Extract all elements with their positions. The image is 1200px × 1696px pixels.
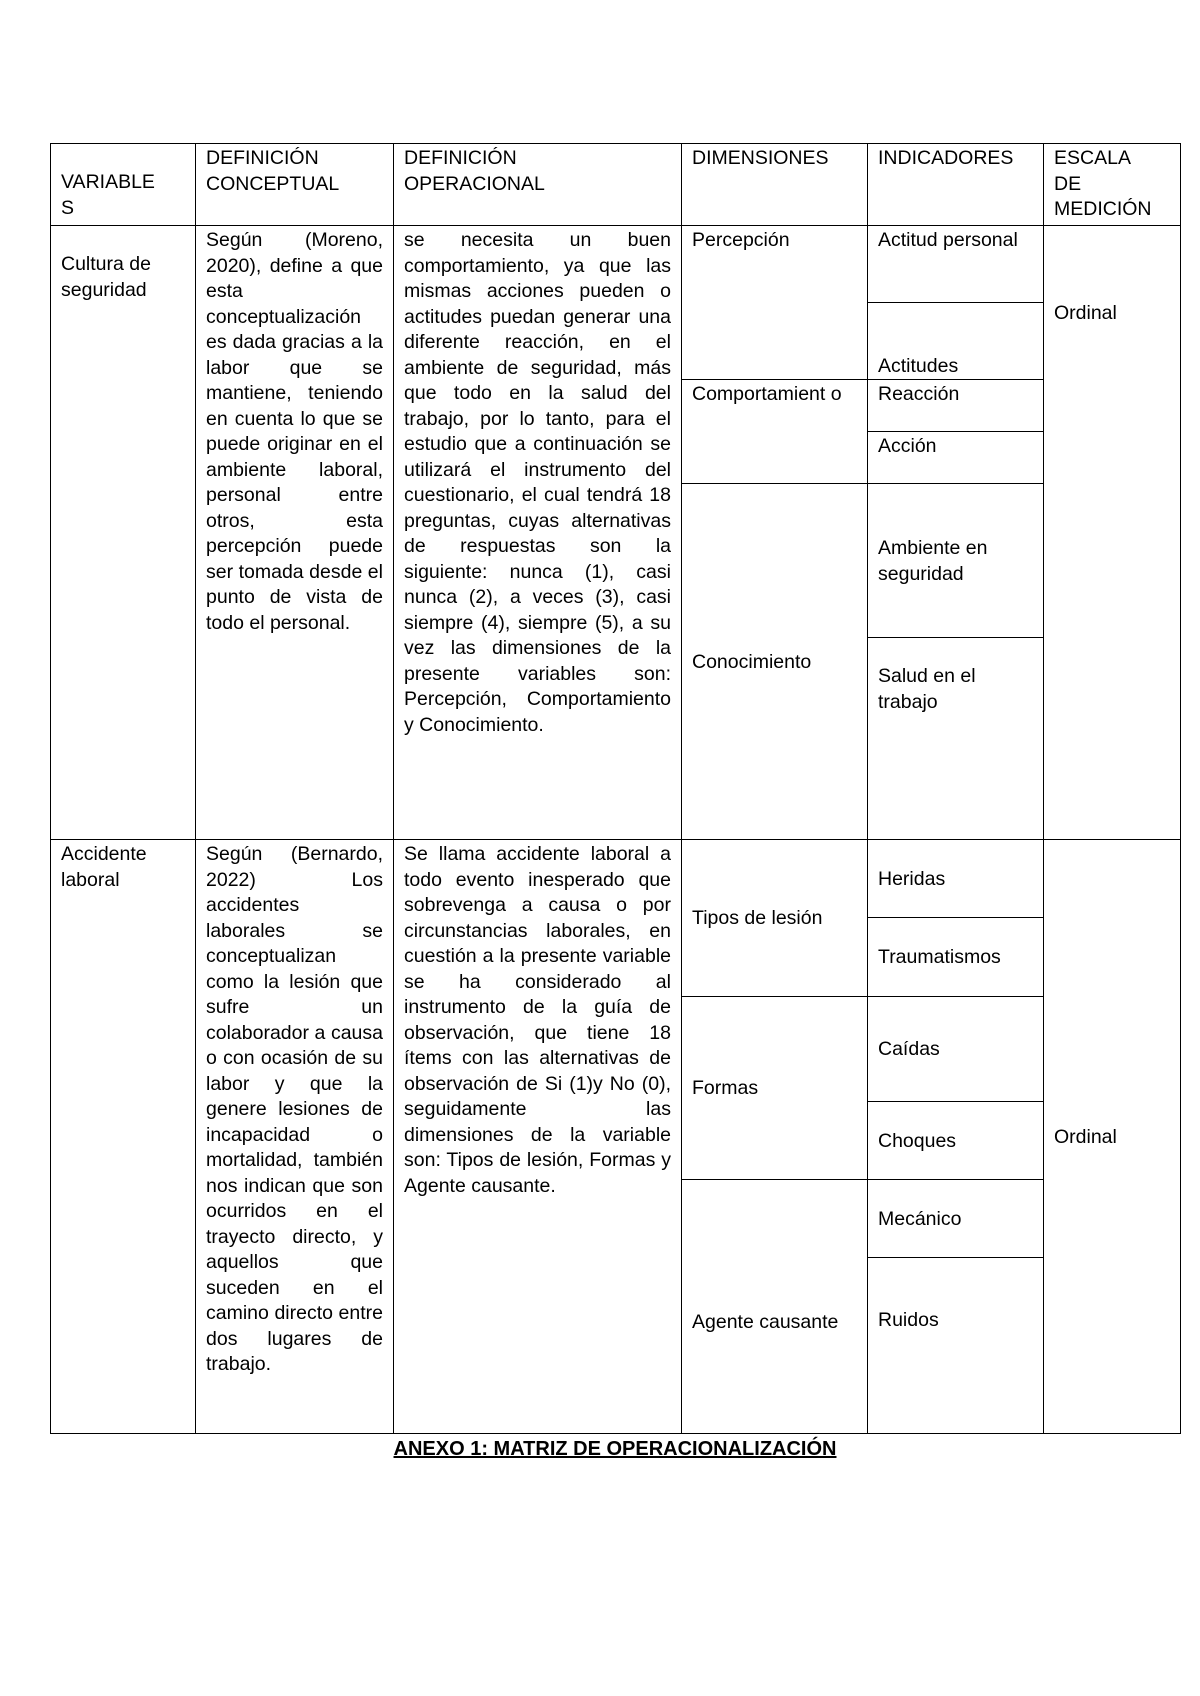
indicator-cell: Reacción	[868, 380, 1044, 432]
scale-cell: Ordinal	[1044, 226, 1181, 840]
indicator-cell: Traumatismos	[868, 918, 1044, 997]
dimension-cell: Conocimiento	[682, 484, 868, 840]
header-row	[51, 144, 1181, 226]
conceptual-definition-cell: Según (Moreno, 2020), define a que esta conceptualización es dada gracias a la labor que se mantiene, teniendo en cuenta lo que se puede originar en el ambiente laboral, personal entre otros, esta percepción puede ser tomada desde el punto de vista de todo el personal.	[196, 226, 394, 840]
header-indicadores: INDICADORES	[868, 144, 1044, 226]
scale-cell: Ordinal	[1044, 840, 1181, 1434]
indicator-cell: Acción	[868, 432, 1044, 484]
indicator-cell: Actitud personal	[868, 226, 1044, 303]
header-operacional: DEFINICIÓN OPERACIONAL	[394, 144, 682, 226]
indicator-cell: Choques	[868, 1102, 1044, 1180]
indicator-cell: Actitudes	[868, 303, 1044, 380]
dimension-cell: Agente causante	[682, 1180, 868, 1434]
indicator-cell: Mecánico	[868, 1180, 1044, 1258]
variable-cell: Cultura de seguridad	[51, 226, 196, 840]
operationalization-matrix	[50, 143, 1181, 1434]
variable-cell: Accidente laboral	[51, 840, 196, 1434]
dimension-cell: Formas	[682, 997, 868, 1180]
conceptual-definition-cell: Según (Bernardo, 2022) Los accidentes laborales se conceptualizan como la lesión que sufre un colaborador a causa o con ocasión de su labor y que la genere lesiones de incapacidad o mortalidad, también nos indican que son ocurridos en el trayecto directo, y aquellos que suceden en el camino directo entre dos lugares de trabajo.	[196, 840, 394, 1434]
indicator-cell: Ambiente en seguridad	[868, 484, 1044, 638]
dimension-cell: Tipos de lesión	[682, 840, 868, 997]
dimension-cell: Percepción	[682, 226, 868, 380]
indicator-cell: Heridas	[868, 840, 1044, 918]
header-variables: VARIABLE S	[51, 144, 196, 226]
indicator-cell: Ruidos	[868, 1258, 1044, 1434]
operational-definition-cell: Se llama accidente laboral a todo evento inesperado que sobrevenga a causa o por circunstancias laborales, en cuestión a la presente variable se ha considerado al instrumento de la guía de observación, que tiene 18 ítems con las alternativas de observación de Si (1)y No (0), seguidamente las dimensiones de la variable son: Tipos de lesión, Formas y Agente causante.	[394, 840, 682, 1434]
table-row	[51, 226, 1181, 303]
operational-definition-cell: se necesita un buen comportamiento, ya que las mismas acciones pueden o actitudes puedan generar una diferente reacción, en el ambiente de seguridad, más que todo en la salud del trabajo, por lo tanto, para el estudio que a continuación se utilizará el instrumento del cuestionario, el cual tendrá 18 preguntas, cuyas alternativas de respuestas son la siguiente: nunca (1), casi nunca (2), a veces (3), casi siempre (4), siempre (5), a su vez las dimensiones de la presente variables son: Percepción, Comportamiento y Conocimiento.	[394, 226, 682, 840]
table-row	[51, 840, 1181, 918]
indicator-cell: Salud en el trabajo	[868, 638, 1044, 840]
header-conceptual: DEFINICIÓN CONCEPTUAL	[196, 144, 394, 226]
header-escala: ESCALA DE MEDICIÓN	[1044, 144, 1181, 226]
table-caption: ANEXO 1: MATRIZ DE OPERACIONALIZACIÓN	[393, 1438, 837, 1460]
dimension-cell: Comportamient o	[682, 380, 868, 484]
indicator-cell: Caídas	[868, 997, 1044, 1102]
header-dimensiones: DIMENSIONES	[682, 144, 868, 226]
